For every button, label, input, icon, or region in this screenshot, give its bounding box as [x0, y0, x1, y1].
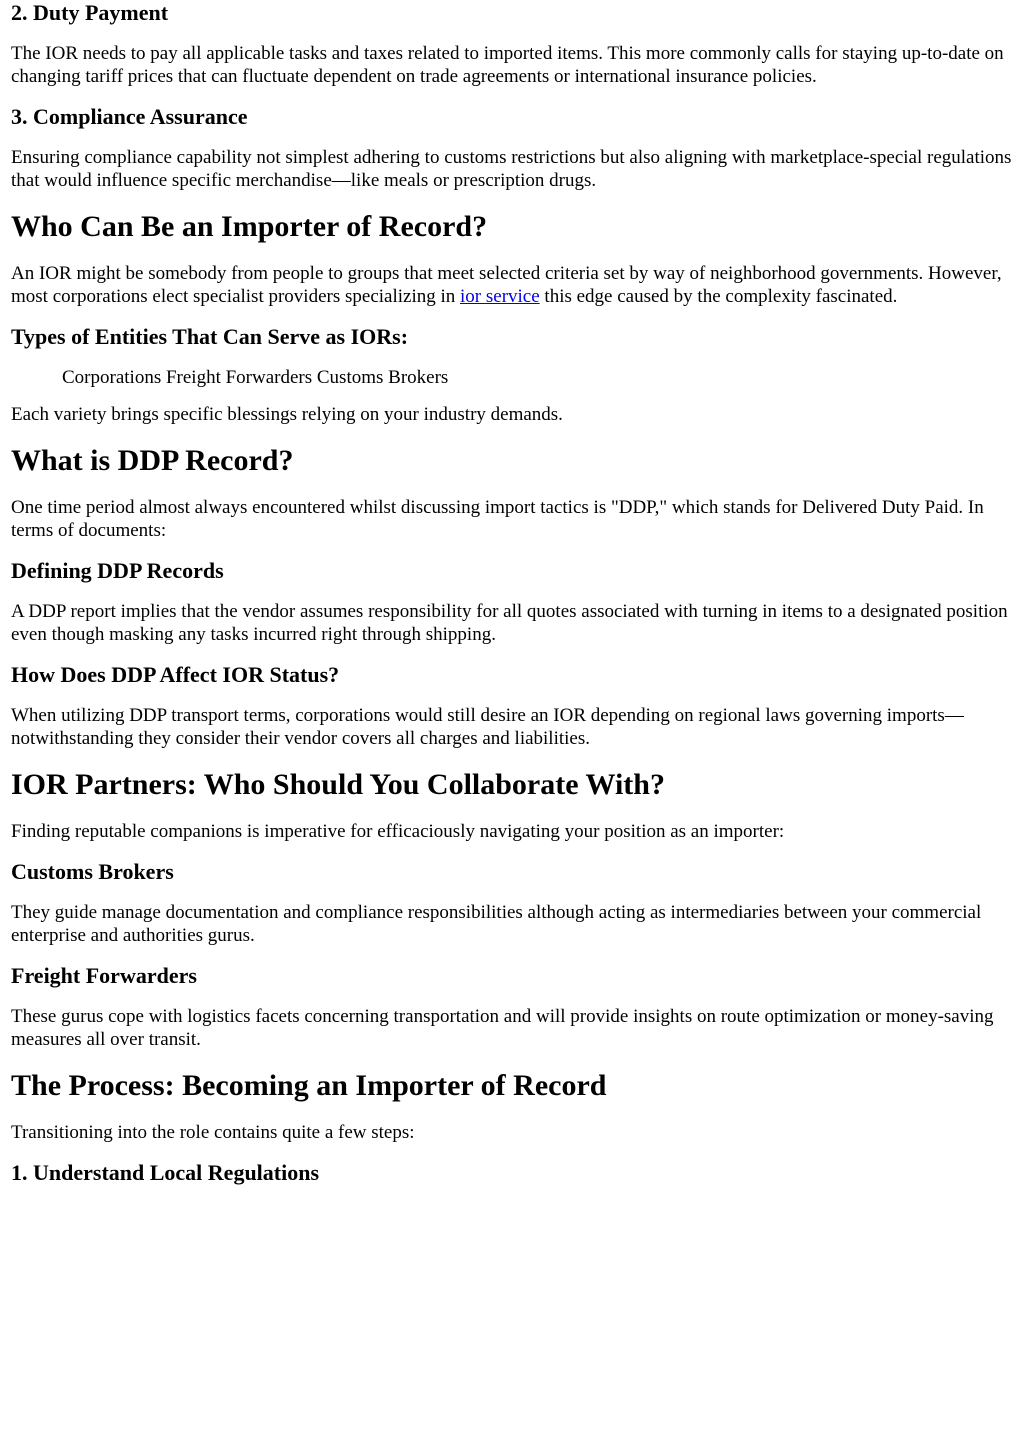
paragraph-what-is-ddp: One time period almost always encountered whilst discussing import tactics is "DDP," which stands for Delivered Duty Paid. In terms of documents:: [11, 497, 984, 541]
paragraph-the-process: Transitioning into the role contains quite a few steps:: [11, 1122, 415, 1143]
heading-understand-local-regulations: 1. Understand Local Regulations: [11, 1160, 320, 1185]
heading-defining-ddp: Defining DDP Records: [11, 558, 224, 583]
heading-the-process: The Process: Becoming an Importer of Record: [11, 1069, 607, 1102]
paragraph-duty-payment: The IOR needs to pay all applicable tasks and taxes related to imported items. This more commonly calls for staying up-to-date on changing tariff prices that can fluctuate dependent on trade agreements or international insurance policies.: [11, 43, 1004, 87]
list-item: Corporations Freight Forwarders Customs Brokers: [62, 367, 449, 388]
paragraph-entity-summary: Each variety brings specific blessings relying on your industry demands.: [11, 404, 563, 425]
heading-what-is-ddp: What is DDP Record?: [11, 444, 294, 477]
heading-freight-forwarders: Freight Forwarders: [11, 963, 197, 988]
heading-duty-payment: 2. Duty Payment: [11, 0, 169, 25]
paragraph-ddp-affect: When utilizing DDP transport terms, corporations would still desire an IOR depending on regional laws governing imports—notwithstanding they consider their vendor covers all charges and liabilities.: [11, 705, 964, 749]
ior-service-link[interactable]: ior service: [460, 286, 540, 307]
heading-compliance-assurance: 3. Compliance Assurance: [11, 104, 248, 129]
paragraph-freight-forwarders: These gurus cope with logistics facets concerning transportation and will provide insights on route optimization or money-saving measures all over transit.: [11, 1006, 994, 1050]
heading-entity-types: Types of Entities That Can Serve as IORs:: [11, 324, 409, 349]
paragraph-who-can-be-ior: [11, 262, 1013, 308]
heading-ddp-affect: How Does DDP Affect IOR Status?: [11, 662, 340, 687]
paragraph-text-before-link: An IOR might be somebody from people to groups that meet selected criteria set by way of neighborhood governments. However, most corporations elect specialist providers specializing in: [11, 263, 1002, 307]
paragraph-text-after-link: this edge caused by the complexity fascinated.: [539, 286, 898, 307]
entity-types-list: [11, 366, 1013, 389]
paragraph-compliance-assurance: Ensuring compliance capability not simplest adhering to customs restrictions but also aligning with marketplace-special regulations that would influence specific merchandise—like meals or prescription drugs.: [11, 147, 1012, 191]
paragraph-defining-ddp: A DDP report implies that the vendor assumes responsibility for all quotes associated with turning in items to a designated position even though masking any tasks incurred right through shipping.: [11, 601, 1008, 645]
heading-customs-brokers: Customs Brokers: [11, 859, 174, 884]
paragraph-ior-partners: Finding reputable companions is imperative for efficaciously navigating your position as an importer:: [11, 821, 785, 842]
heading-who-can-be-ior: Who Can Be an Importer of Record?: [11, 210, 488, 243]
paragraph-customs-brokers: They guide manage documentation and compliance responsibilities although acting as intermediaries between your commercial enterprise and authorities gurus.: [11, 902, 982, 946]
heading-ior-partners: IOR Partners: Who Should You Collaborate With?: [11, 768, 665, 801]
